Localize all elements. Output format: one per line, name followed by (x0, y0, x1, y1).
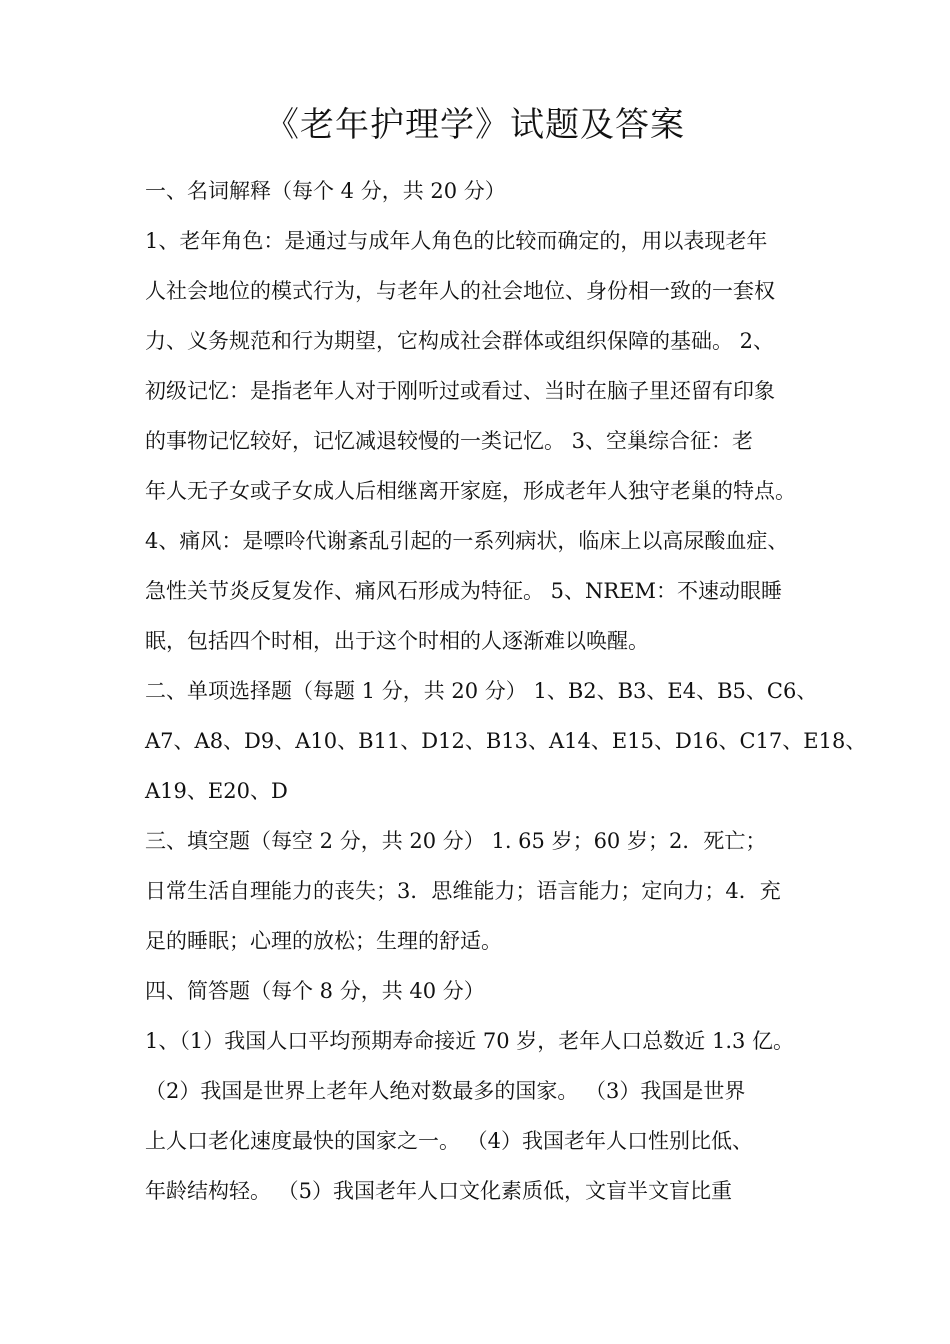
document-body (145, 166, 867, 1216)
text-line: 1、老年角色：是通过与成年人角色的比较而确定的，用以表现老年 (145, 229, 768, 253)
text-line: 人社会地位的模式行为，与老年人的社会地位、身份相一致的一套权 (145, 279, 775, 303)
text-line: 年人无子女或子女成人后相继离开家庭，形成老年人独守老巢的特点。 (145, 479, 796, 503)
text-line: A19、E20、D (145, 779, 288, 803)
text-line: 4、痛风：是嘌呤代谢紊乱引起的一系列病状，临床上以高尿酸血症、 (145, 529, 789, 553)
text-line: 的事物记忆较好，记忆减退较慢的一类记忆。 3、空巢综合征：老 (145, 429, 754, 453)
text-line: 一、名词解释（每个 4 分，共 20 分） (145, 179, 506, 203)
text-line: 初级记忆：是指老年人对于刚听过或看过、当时在脑子里还留有印象 (145, 379, 775, 403)
text-line: （2）我国是世界上老年人绝对数最多的国家。 （3）我国是世界 (145, 1079, 746, 1103)
document-title: 《老年护理学》试题及答案 (265, 105, 685, 145)
text-line: 1、（1）我国人口平均预期寿命接近 70 岁，老年人口总数近 1.3 亿。 (145, 1029, 795, 1053)
text-line: 上人口老化速度最快的国家之一。 （4）我国老年人口性别比低、 (145, 1129, 754, 1153)
text-line: 眠，包括四个时相，出于这个时相的人逐渐难以唤醒。 (145, 629, 649, 653)
text-line: 四、简答题（每个 8 分，共 40 分） (145, 979, 485, 1003)
text-line: 急性关节炎反复发作、痛风石形成为特征。 5、NREM：不速动眼睡 (145, 579, 783, 603)
text-line: 足的睡眠；心理的放松；生理的舒适。 (145, 929, 502, 953)
text-line: 年龄结构轻。 （5）我国老年人口文化素质低，文盲半文盲比重 (145, 1179, 733, 1203)
text-line: 二、单项选择题（每题 1 分，共 20 分） 1、B2、B3、E4、B5、C6、 (145, 679, 818, 703)
text-line: A7、A8、D9、A10、B11、D12、B13、A14、E15、D16、C17、E18、 (145, 729, 867, 753)
text-line: 日常生活自理能力的丧失；3．思维能力；语言能力；定向力；4．充 (145, 879, 781, 903)
text-line: 力、义务规范和行为期望，它构成社会群体或组织保障的基础。 2、 (145, 329, 775, 353)
text-line: 三、填空题（每空 2 分，共 20 分） 1. 65 岁；60 岁；2．死亡； (145, 829, 767, 853)
